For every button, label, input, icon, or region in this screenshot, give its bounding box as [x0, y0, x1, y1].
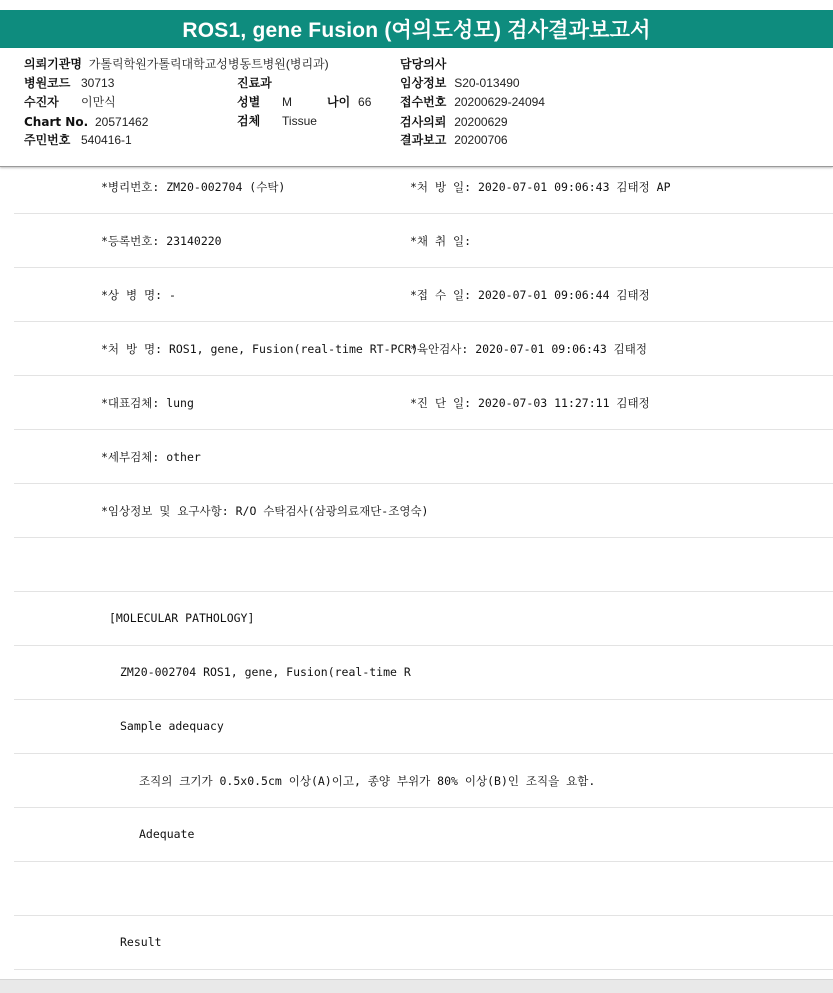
specimen-field: [237, 114, 317, 129]
hosp-code-field: [24, 76, 115, 91]
receipt-no-label: 접수번호: [400, 95, 447, 109]
specimen-value: Tissue: [282, 114, 317, 128]
req-org-label: 의뢰기관명: [24, 57, 82, 71]
report-row: [14, 700, 833, 754]
hosp-code-value: 30713: [81, 76, 115, 90]
request-date-field: [400, 115, 508, 130]
rrn-label: 주민번호: [24, 133, 71, 147]
req-org-field: [24, 57, 329, 72]
age-label: 나이: [327, 95, 351, 109]
chart-no-value: 20571462: [95, 115, 149, 129]
row-right-text: *채 취 일:: [410, 234, 472, 248]
receipt-no-field: [400, 95, 545, 110]
sex-field: [237, 95, 292, 110]
clinical-info-value: S20-013490: [454, 76, 520, 90]
patient-label: 수진자: [24, 95, 59, 109]
report-row: [14, 646, 833, 700]
doctor-label: 담당의사: [400, 57, 447, 71]
row-left-text: *세부검체: other: [101, 450, 201, 464]
report-body: [0, 166, 833, 978]
patient-value: 이만식: [81, 95, 116, 109]
report-row: [14, 484, 833, 538]
report-row: [14, 214, 833, 268]
report-row: [14, 754, 833, 808]
dept-label: 진료과: [237, 76, 272, 90]
report-row: [14, 592, 833, 646]
rrn-value: 540416-1: [81, 133, 132, 147]
report-row: [14, 268, 833, 322]
row-left-text: Sample adequacy: [120, 719, 224, 733]
report-row: [14, 322, 833, 376]
row-right-text: *진 단 일: 2020-07-03 11:27:11 김태정: [410, 396, 650, 410]
row-left-text: Adequate: [139, 827, 195, 841]
clinical-info-label: 임상정보: [400, 76, 447, 90]
request-date-value: 20200629: [454, 115, 508, 129]
sex-label: 성별: [237, 95, 261, 109]
sex-value: M: [282, 95, 293, 109]
clinical-info-field: [400, 76, 520, 91]
report-row: [14, 166, 833, 214]
report-header: [0, 48, 833, 167]
report-title-bar: [0, 10, 833, 48]
doctor-field: [400, 57, 446, 72]
request-date-label: 검사의뢰: [400, 115, 447, 129]
row-left-text: ZM20-002704 ROS1, gene, Fusion(real-time R: [120, 665, 411, 679]
row-right-text: *육안검사: 2020-07-01 09:06:43 김태정: [410, 342, 648, 356]
patient-field: [24, 95, 116, 110]
report-row: [14, 808, 833, 862]
section-heading: [MOLECULAR PATHOLOGY]: [109, 611, 255, 625]
row-left-text: 조직의 크기가 0.5x0.5cm 이상(A)이고, 종양 부위가 80% 이상(B)인 조직을 요함.: [139, 774, 596, 788]
report-row: [14, 430, 833, 484]
report-row-empty: [14, 862, 833, 916]
row-left-text: *대표검체: lung: [101, 396, 194, 410]
row-left-text: *임상정보 및 요구사항: R/O 수탁검사(삼광의료재단-조영숙): [101, 504, 429, 518]
specimen-label: 검체: [237, 114, 261, 128]
age-value: 66: [358, 95, 372, 109]
row-right-text: *처 방 일: 2020-07-01 09:06:43 김태정 AP: [410, 180, 671, 194]
chart-no-label: Chart No.: [24, 115, 89, 129]
report-date-label: 결과보고: [400, 133, 447, 147]
row-left-text: *처 방 명: ROS1, gene, Fusion(real-time RT-PCR): [101, 342, 419, 356]
chart-no-field: [24, 115, 149, 130]
dept-field: [237, 76, 272, 91]
row-left-text: *상 병 명: -: [101, 288, 176, 302]
row-left-text: Result: [120, 935, 162, 949]
report-date-value: 20200706: [454, 133, 508, 147]
report-row-empty: [14, 538, 833, 592]
report-title: ROS1, gene Fusion (여의도성모) 검사결과보고서: [182, 19, 651, 42]
receipt-no-value: 20200629-24094: [454, 95, 545, 109]
row-right-text: *접 수 일: 2020-07-01 09:06:44 김태정: [410, 288, 650, 302]
row-left-text: *등록번호: 23140220: [101, 234, 222, 248]
rrn-field: [24, 133, 132, 148]
req-org-value: 가톨릭학원가톨릭대학교성병동트병원(병리과): [88, 57, 329, 71]
report-row: [14, 376, 833, 430]
report-row: [14, 916, 833, 970]
bottom-scrollbar[interactable]: [0, 979, 833, 993]
row-left-text: *병리번호: ZM20-002704 (수탁): [101, 180, 286, 194]
hosp-code-label: 병원코드: [24, 76, 71, 90]
report-date-field: [400, 133, 508, 148]
age-field: [327, 95, 371, 110]
